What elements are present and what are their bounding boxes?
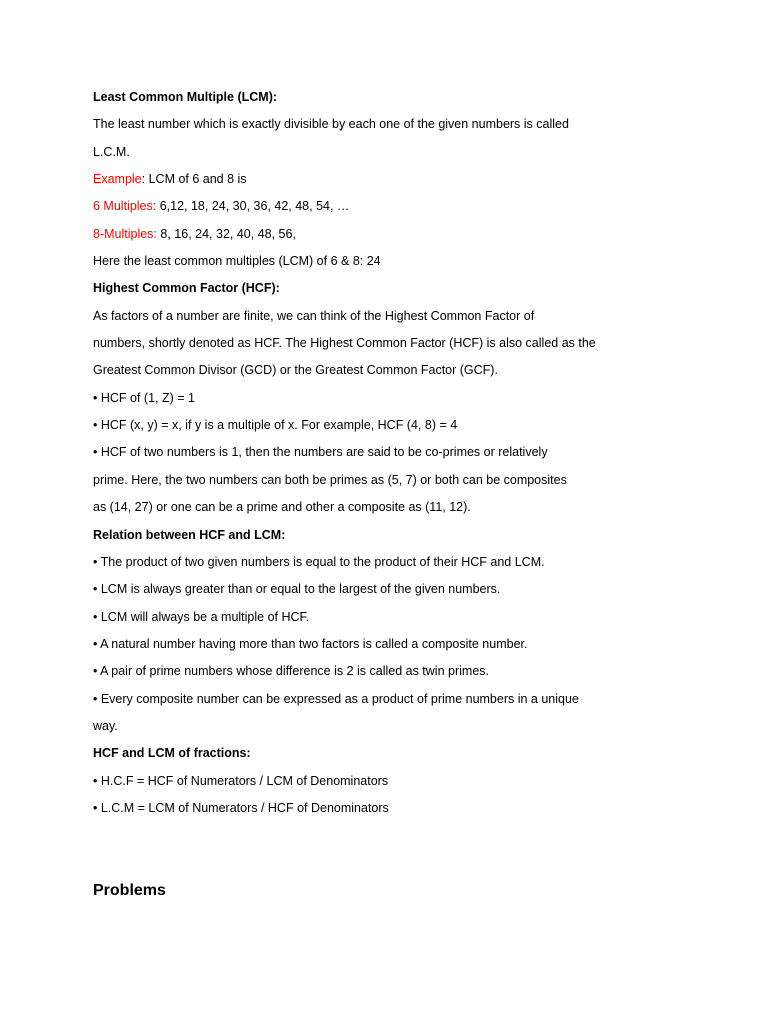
hcf-paragraph-line-2: numbers, shortly denoted as HCF. The Highest Common Factor (HCF) is also called as the [93, 336, 596, 351]
relation-bullet-4: • A natural number having more than two factors is called a composite number. [93, 636, 528, 651]
hcf-bullet-2: • HCF (x, y) = x, if y is a multiple of x. For example, HCF (4, 8) = 4 [93, 418, 458, 433]
hcf-bullet-3-line-3: as (14, 27) or one can be a prime and other a composite as (11, 12). [93, 500, 471, 515]
lcm-heading: Least Common Multiple (LCM): [93, 90, 278, 104]
relation-bullet-1: • The product of two given numbers is equal to the product of their HCF and LCM. [93, 554, 545, 569]
relation-bullet-6-line-1: • Every composite number can be expressed as a product of prime numbers in a unique [93, 691, 579, 706]
multiples-6-values: 6,12, 18, 24, 30, 36, 42, 48, 54, … [156, 199, 350, 214]
relation-bullet-5: • A pair of prime numbers whose difference is 2 is called as twin primes. [93, 664, 489, 679]
hcf-bullet-3-line-1: • HCF of two numbers is 1, then the numbers are said to be co-primes or relatively [93, 445, 548, 460]
relation-bullet-6-line-2: way. [93, 718, 118, 733]
relation-bullet-2: • LCM is always greater than or equal to the largest of the given numbers. [93, 582, 501, 597]
multiples-8-label: 8-Multiples: [93, 226, 157, 241]
hcf-paragraph-line-3: Greatest Common Divisor (GCD) or the Greatest Common Factor (GCF). [93, 363, 498, 378]
lcm-result: Here the least common multiples (LCM) of 6 & 8: 24 [93, 254, 381, 269]
fractions-bullet-2: • L.C.M = LCM of Numerators / HCF of Denominators [93, 800, 389, 815]
relation-heading: Relation between HCF and LCM: [93, 527, 286, 542]
problems-heading: Problems [93, 882, 166, 899]
multiples-8-values: 8, 16, 24, 32, 40, 48, 56, [156, 226, 296, 241]
fractions-bullet-1: • H.C.F = HCF of Numerators / LCM of Denominators [93, 773, 389, 788]
multiples-of-8 [93, 221, 633, 248]
hcf-bullet-3-line-2: prime. Here, the two numbers can both be primes as (5, 7) or both can be composites [93, 472, 567, 487]
document-body [93, 84, 633, 822]
hcf-paragraph-line-1: As factors of a number are finite, we can think of the Highest Common Factor of [93, 308, 535, 323]
hcf-bullet-1: • HCF of (1, Z) = 1 [93, 390, 195, 405]
relation-bullet-3: • LCM will always be a multiple of HCF. [93, 609, 310, 624]
multiples-of-6 [93, 193, 633, 220]
lcm-definition-line-2: L.C.M. [93, 144, 130, 159]
hcf-heading: Highest Common Factor (HCF): [93, 281, 280, 296]
lcm-definition-line-1: The least number which is exactly divisible by each one of the given numbers is called [93, 117, 569, 132]
example-text: : LCM of 6 and 8 is [141, 172, 247, 187]
example-label: Example [93, 172, 142, 187]
multiples-6-label: 6 Multiples: [93, 199, 157, 214]
lcm-example [93, 166, 633, 193]
fractions-heading: HCF and LCM of fractions: [93, 746, 251, 761]
